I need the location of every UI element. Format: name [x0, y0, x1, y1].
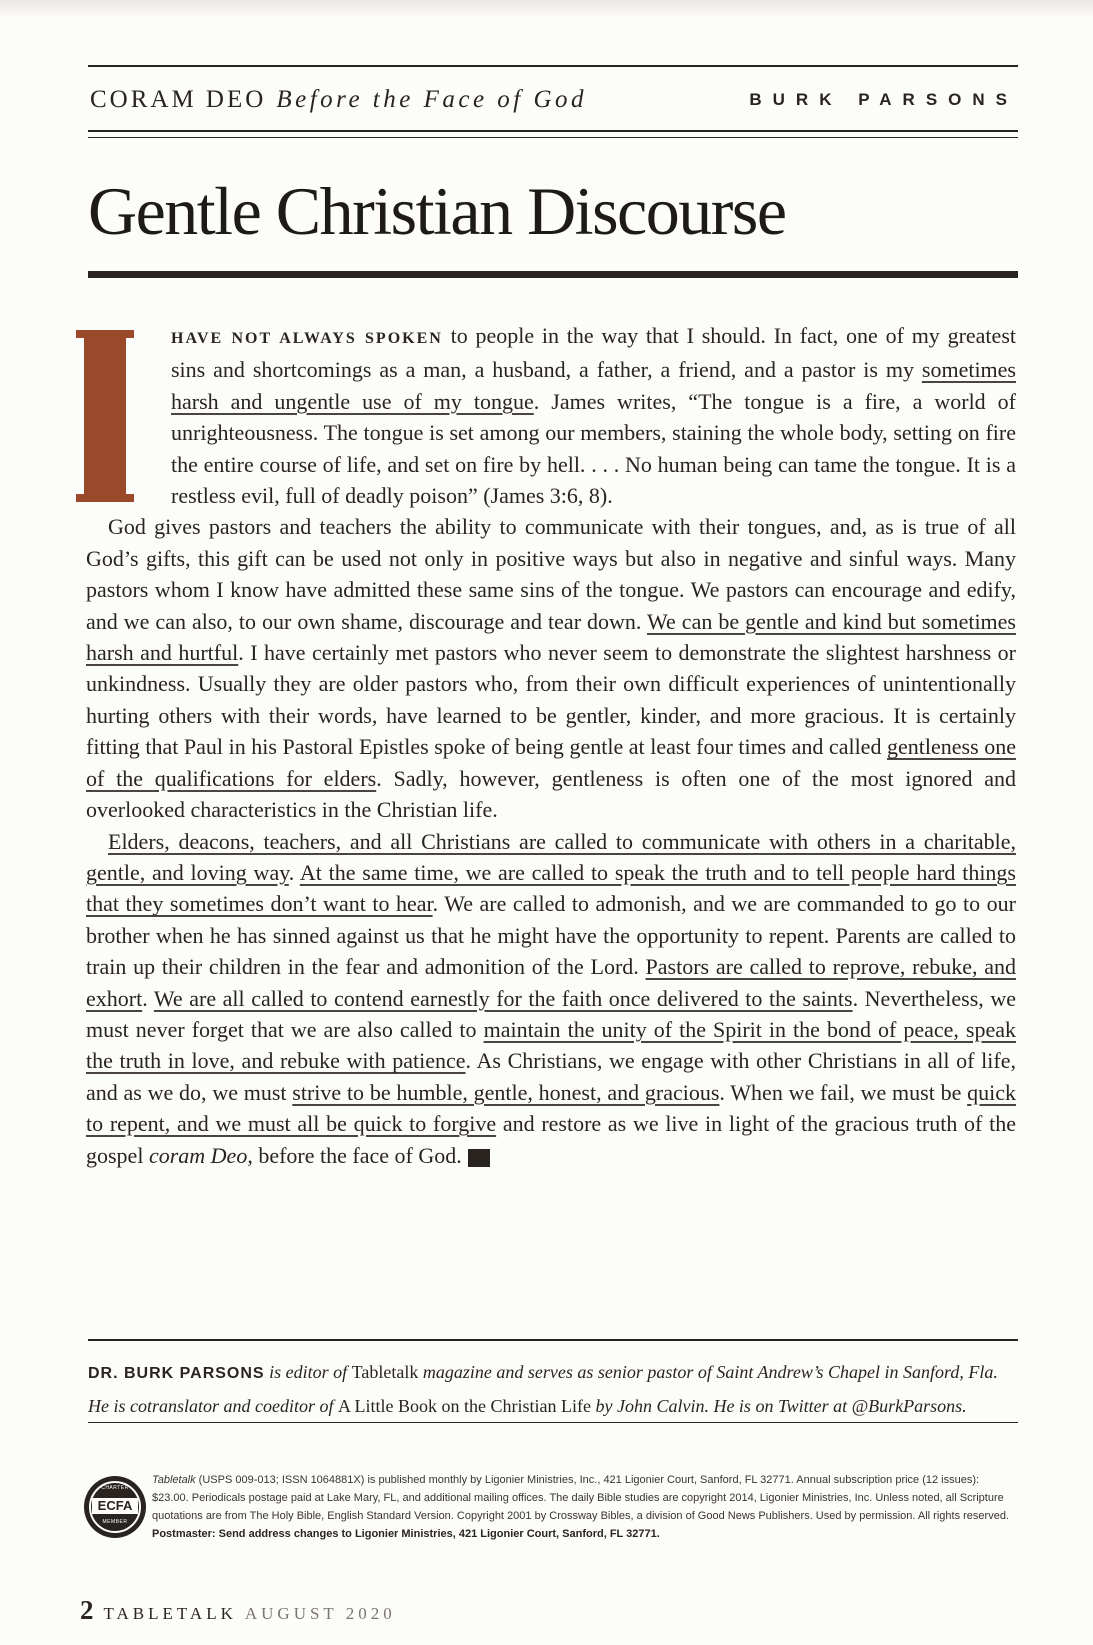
publication-notice	[152, 1471, 1012, 1543]
text-run: God gives pastors and teachers the ability to communicate with their tongues, and, as is true of all God’s gifts, this gift can be used not only in positive ways but also in negative and sinful ways. Many pastors whom I know have admitted these same sins of the tongue. We pastors can encourage and edify, and we can also, to our own shame, discourage and tear down.	[86, 514, 1016, 634]
text-run: . Sadly, however, gentleness is often one of the most ignored and overlooked characteristics in the Christian life.	[86, 765, 1016, 823]
text-run: . James writes, “The tongue is a fire, a world of unrighteousness. The tongue is set among our members, staining the whole body, setting on fire the entire course of life, and set on fire by hell. . . . No human being can tame the tongue. It is a restless evil, full of deadly poison” (James 3:6, 8).	[171, 388, 1017, 509]
footer-magazine-name: TABLETALK	[103, 1604, 237, 1623]
bio-bottom-rule	[88, 1422, 1018, 1423]
text-run: , before the face of God.	[247, 1142, 462, 1168]
badge-top-text: CHARTER	[101, 1485, 129, 1491]
author-bio	[88, 1356, 1018, 1422]
bio-top-rule	[88, 1339, 1018, 1341]
underlined-text: We are all called to contend earnestly for the faith once delivered to the saints	[153, 985, 853, 1011]
underlined-text: maintain the unity of the Spirit in the bond of peace, speak the truth in love, and rebuke with patience	[86, 1016, 1016, 1074]
underlined-text: sometimes harsh and ungentle use of my tongue	[171, 357, 1016, 414]
text-run: . We are called to admonish, and we are commanded to go to our brother when he has sinned against us that he might have the opportunity to repent. Parents are called to train up their children in the fear and admonition of the Lord.	[86, 891, 1017, 980]
text-run: . When we fail, we must be	[719, 1079, 968, 1105]
underlined-text: Elders, deacons, teachers, and all Christians are called to communicate with others in a charitable, gentle, and loving way	[86, 828, 1016, 885]
underlined-text: We can be gentle and kind but sometimes harsh and hurtful	[86, 608, 1016, 666]
underlined-text: Pastors are called to reprove, rebuke, and exhort	[86, 954, 1017, 1011]
page-number: 2	[80, 1595, 94, 1625]
author-name: BURK PARSONS	[749, 90, 1018, 109]
page-header	[90, 80, 1018, 120]
section-label	[90, 86, 587, 114]
text-run: magazine and serves as senior pastor of Saint Andrew’s Chapel in Sanford, Fla. He is cotranslator and coeditor of	[88, 1362, 998, 1416]
ecfa-badge-icon	[84, 1476, 146, 1538]
section-name: CORAM DEO	[90, 86, 267, 113]
lead-in: HAVE NOT ALWAYS SPOKEN	[171, 330, 443, 347]
article-title: Gentle Christian Discourse	[88, 173, 786, 249]
underlined-text: gentleness one of the qualifications for elders	[86, 734, 1017, 791]
text-run: . As Christians, we engage with other Christians in all of life, and as we do, we must	[86, 1048, 1016, 1105]
paragraph-2	[86, 511, 1016, 825]
text-run: .	[142, 985, 154, 1011]
section-subtitle: Before the Face of God	[276, 86, 588, 113]
underlined-text: strive to be humble, gentle, honest, and gracious	[292, 1079, 720, 1105]
postmaster-notice: Postmaster: Send address changes to Ligonier Ministries, 421 Ligonier Court, Sanford, FL 32771.	[152, 1528, 660, 1540]
text-run: . I have certainly met pastors who never seem to demonstrate the slightest harshness or unkindness. Usually they are older pastors who, from their own difficult experiences of unintentionally hurting others with their words, have learned to be gentler, kinder, and more gracious. It is certainly fitting that Paul in his Pastoral Epistles spoke of being gentle at least four times and called	[86, 640, 1016, 760]
legal-magazine-name: Tabletalk	[152, 1474, 196, 1486]
text-run: .	[288, 859, 300, 885]
header-top-rule	[88, 65, 1018, 67]
magazine-name: Tabletalk	[351, 1362, 419, 1382]
bio-name: DR. BURK PARSONS	[88, 1365, 265, 1382]
book-title: A Little Book on the Christian Life	[338, 1396, 591, 1416]
italic-text: coram Deo	[148, 1142, 248, 1168]
text-run: and restore as we live in light of the gracious truth of the gospel	[86, 1111, 1016, 1168]
page-footer	[80, 1595, 396, 1627]
paragraph-3	[86, 826, 1016, 1171]
article-body	[86, 320, 1016, 1171]
title-rule	[88, 271, 1018, 278]
header-rule-2	[88, 137, 1018, 138]
text-run: . Nevertheless, we must never forget that we are also called to	[86, 985, 1016, 1042]
underlined-text: quick to repent, and we must all be quick to forgive	[86, 1079, 1016, 1137]
badge-main-text: ECFA	[92, 1498, 138, 1514]
text-run: to people in the way that I should. In fact, one of my greatest sins and shortcomings as a man, a husband, a father, a friend, and a pastor is my	[171, 323, 1016, 383]
header-rule-1	[88, 130, 1018, 132]
underlined-text: At the same time, we are called to speak the truth and to tell people hard things that they sometimes don’t want to hear	[86, 859, 1016, 917]
end-of-article-icon: T	[468, 1149, 490, 1167]
text-run: by John Calvin. He is on Twitter at @BurkParsons.	[590, 1396, 967, 1416]
paragraph-1	[171, 320, 1016, 511]
badge-bottom-text: MEMBER	[102, 1519, 128, 1525]
legal-text: (USPS 009-013; ISSN 1064881X) is published monthly by Ligonier Ministries, Inc., 421 Ligonier Court, Sanford, FL 32771. Annual subscription price (12 issues): $23.00. Periodicals postage paid at Lake Mary, FL, and additional mailing offices. The daily Bible studies are copyright 2014, Ligonier Ministries, Inc. Unless noted, all Scripture quotations are from The Holy Bible, English Standard Version. Copyright 2001 by Crossway Bibles, a division of Good News Publishers. Used by permission. All rights reserved.	[152, 1474, 1009, 1522]
issue-date: AUGUST 2020	[244, 1604, 396, 1623]
text-run: is editor of	[264, 1362, 352, 1382]
